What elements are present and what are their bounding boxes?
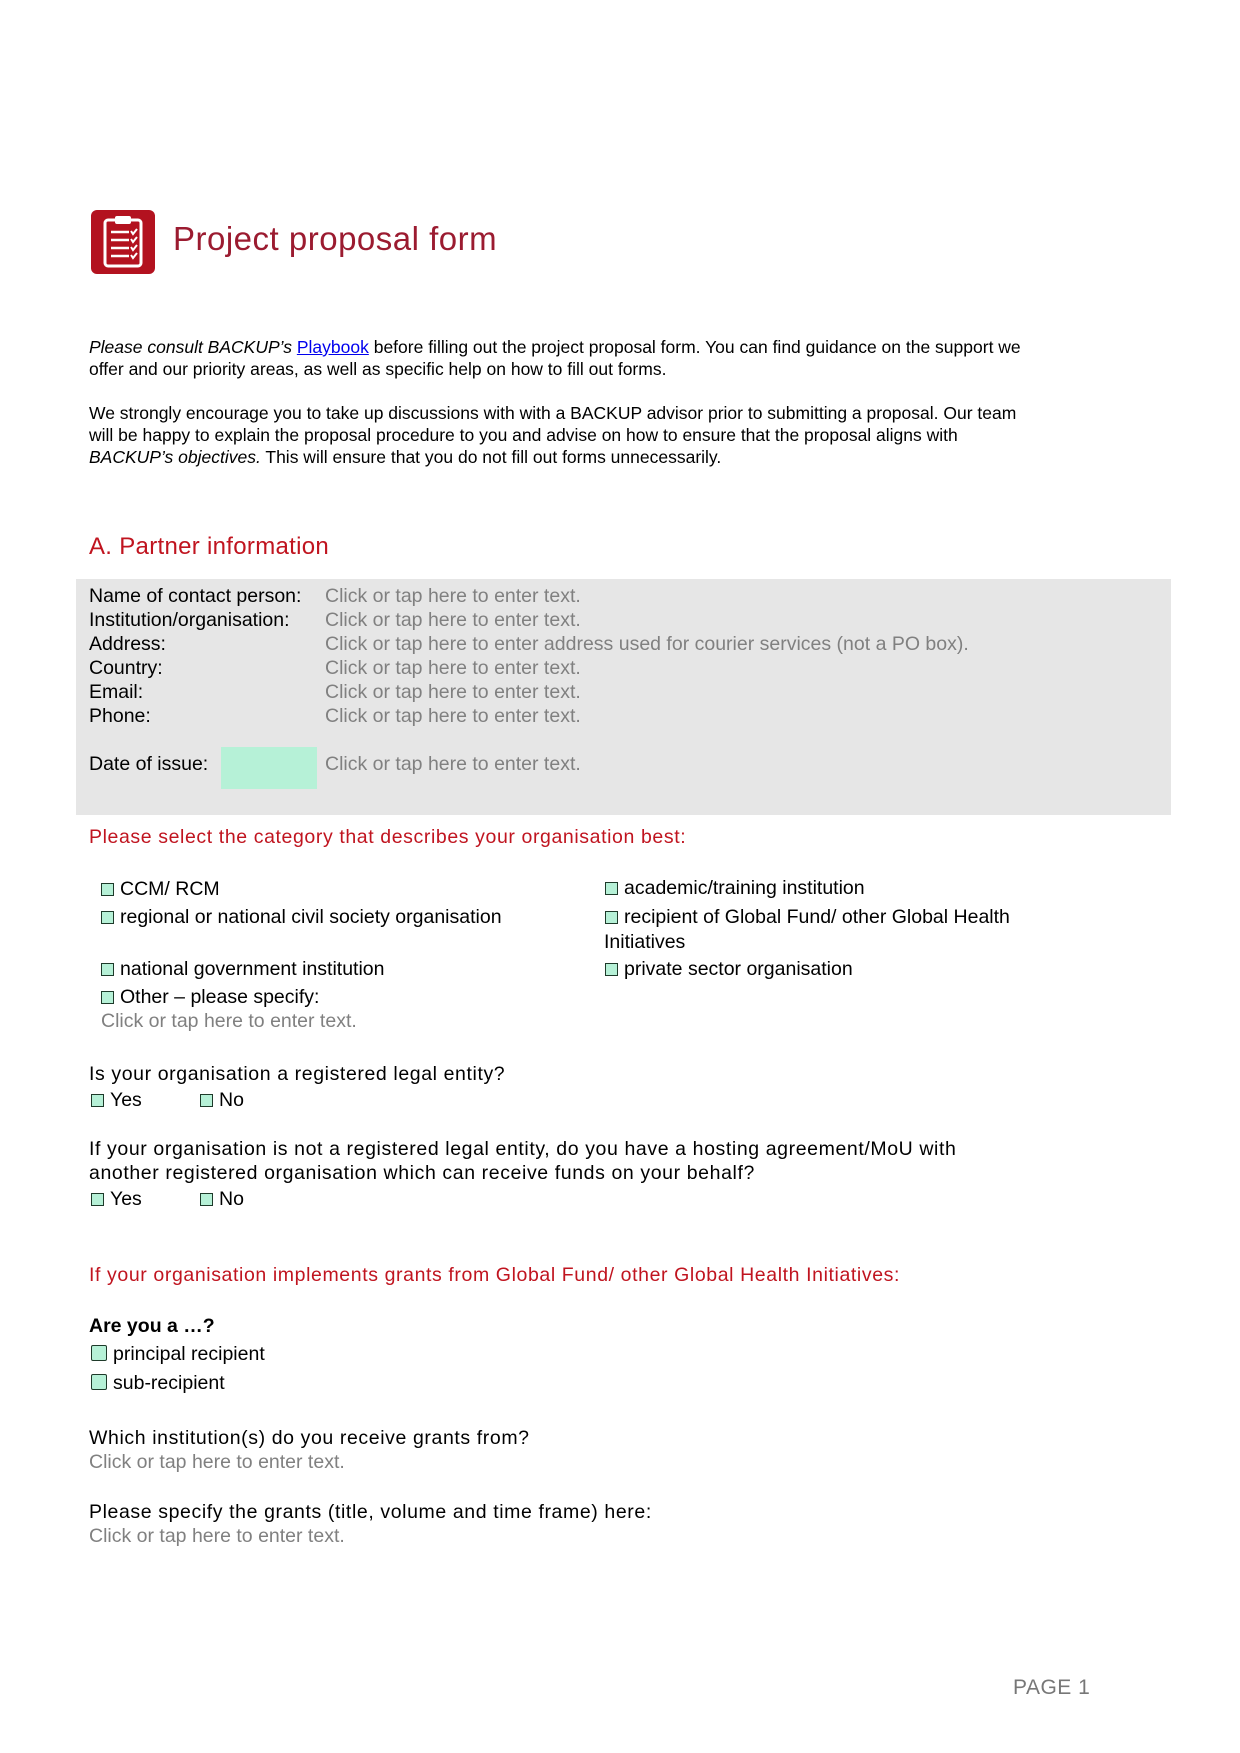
option-other[interactable]: [101, 985, 319, 1010]
checkbox-icon[interactable]: [200, 1094, 213, 1107]
option-label: Initiatives: [604, 931, 686, 953]
field-label: Date of issue:: [89, 753, 209, 775]
field-label: Address:: [89, 633, 166, 655]
option-ccm-rcm[interactable]: [101, 877, 220, 902]
date-of-issue-input[interactable]: Click or tap here to enter text.: [325, 753, 581, 775]
option-label: CCM/ RCM: [120, 878, 220, 900]
intro-em: BACKUP’s objectives.: [89, 447, 261, 467]
grants-heading: If your organisation implements grants from Global Fund/ other Global Health Initiatives:: [89, 1264, 901, 1286]
option-academic[interactable]: [605, 876, 865, 901]
intro-text: This will ensure that you do not fill out forms unnecessarily.: [260, 447, 722, 467]
checkbox-icon[interactable]: [605, 911, 618, 924]
date-picker-field[interactable]: [221, 747, 317, 789]
option-label: No: [219, 1188, 244, 1210]
checkbox-icon[interactable]: [91, 1094, 104, 1107]
grant-details-question: Please specify the grants (title, volume and time frame) here:: [89, 1501, 652, 1523]
field-label: Email:: [89, 681, 144, 703]
option-principal-recipient[interactable]: [91, 1342, 265, 1367]
institution-input[interactable]: Click or tap here to enter text.: [325, 609, 581, 631]
hosting-question: [89, 1137, 956, 1185]
checkbox-icon[interactable]: [200, 1193, 213, 1206]
checkbox-icon[interactable]: [91, 1345, 107, 1361]
country-input[interactable]: Click or tap here to enter text.: [325, 657, 581, 679]
legal-entity-question: Is your organisation a registered legal entity?: [89, 1063, 506, 1085]
field-label: Name of contact person:: [89, 585, 302, 607]
contact-person-input[interactable]: Click or tap here to enter text.: [325, 585, 581, 607]
legal-yes-option[interactable]: [91, 1088, 142, 1113]
hosting-yes-option[interactable]: [91, 1187, 142, 1212]
option-sub-recipient[interactable]: [91, 1371, 225, 1396]
option-global-fund-recipient[interactable]: [605, 905, 1010, 955]
clipboard-icon: [91, 210, 155, 274]
option-label: recipient of Global Fund/ other Global Health: [624, 906, 1010, 928]
checkbox-icon[interactable]: [101, 911, 114, 924]
intro-em: Please consult BACKUP’s: [89, 337, 292, 357]
hosting-no-option[interactable]: [200, 1187, 244, 1212]
are-you-question: Are you a …?: [89, 1315, 215, 1337]
intro-text: will be happy to explain the proposal procedure to you and advise on how to ensure that the proposal aligns with: [89, 425, 958, 445]
option-label: Yes: [110, 1089, 142, 1111]
option-label: sub-recipient: [113, 1372, 225, 1394]
legal-no-option[interactable]: [200, 1088, 244, 1113]
grant-details-input[interactable]: Click or tap here to enter text.: [89, 1525, 345, 1547]
option-label: academic/training institution: [624, 877, 865, 899]
category-heading: Please select the category that describes your organisation best:: [89, 826, 687, 848]
address-input[interactable]: Click or tap here to enter address used for courier services (not a PO box).: [325, 633, 969, 655]
hosting-question-line: If your organisation is not a registered legal entity, do you have a hosting agreement/MoU with: [89, 1138, 957, 1160]
option-label: national government institution: [120, 958, 385, 980]
field-label: Country:: [89, 657, 163, 679]
option-label: Other – please specify:: [120, 986, 320, 1008]
field-label: Phone:: [89, 705, 151, 727]
checkbox-icon[interactable]: [605, 882, 618, 895]
option-label: Yes: [110, 1188, 142, 1210]
phone-input[interactable]: Click or tap here to enter text.: [325, 705, 581, 727]
option-label: principal recipient: [113, 1343, 265, 1365]
option-civil-society[interactable]: [101, 905, 502, 930]
page-title: Project proposal form: [173, 220, 498, 257]
playbook-link[interactable]: Playbook: [296, 337, 369, 357]
intro-paragraph-1: [89, 336, 1119, 380]
intro-text: We strongly encourage you to take up discussions with with a BACKUP advisor prior to submitting a proposal. Our team: [89, 403, 1017, 423]
checkbox-icon[interactable]: [101, 963, 114, 976]
other-specify-input[interactable]: Click or tap here to enter text.: [101, 1010, 357, 1032]
checkbox-icon[interactable]: [91, 1193, 104, 1206]
grant-institutions-question: Which institution(s) do you receive grants from?: [89, 1427, 530, 1449]
intro-paragraph-2: [89, 402, 1119, 468]
option-government[interactable]: [101, 957, 385, 982]
page-number: PAGE 1: [1013, 1676, 1091, 1699]
checkbox-icon[interactable]: [101, 991, 114, 1004]
option-label: private sector organisation: [624, 958, 853, 980]
option-label: No: [219, 1089, 244, 1111]
checkbox-icon[interactable]: [605, 963, 618, 976]
field-label: Institution/organisation:: [89, 609, 290, 631]
section-heading-partner-info: A. Partner information: [89, 533, 330, 560]
checkbox-icon[interactable]: [101, 883, 114, 896]
email-input[interactable]: Click or tap here to enter text.: [325, 681, 581, 703]
hosting-question-line: another registered organisation which can receive funds on your behalf?: [89, 1162, 755, 1184]
intro-text: before filling out the project proposal form. You can find guidance on the support we: [368, 337, 1021, 357]
option-label: regional or national civil society organisation: [120, 906, 502, 928]
grant-institutions-input[interactable]: Click or tap here to enter text.: [89, 1451, 345, 1473]
checkbox-icon[interactable]: [91, 1374, 107, 1390]
option-private-sector[interactable]: [605, 957, 853, 982]
intro-text: offer and our priority areas, as well as specific help on how to fill out forms.: [89, 359, 667, 379]
